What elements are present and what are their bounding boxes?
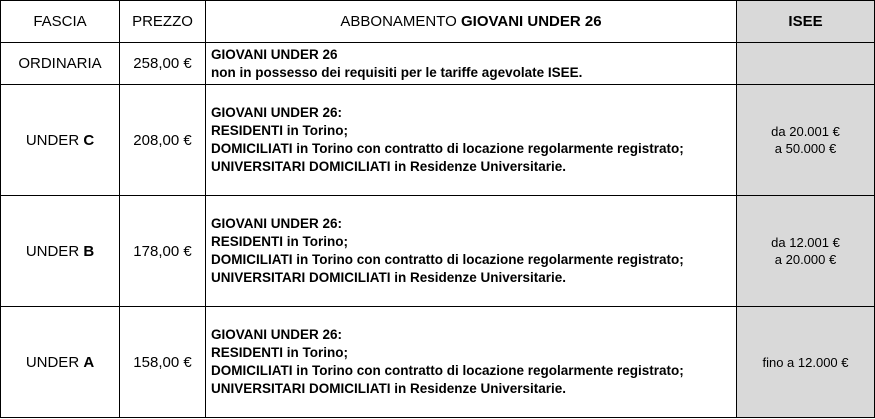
fascia-cell <box>1 307 120 418</box>
isee-range-to: a 50.000 € <box>774 141 837 156</box>
description-line: DOMICILIATI in Torino con contratto di locazione regolarmente registrato; <box>211 363 684 378</box>
description-line: UNIVERSITARI DOMICILIATI in Residenze Universitarie. <box>211 381 567 396</box>
isee-range-from: da 12.001 € <box>771 235 840 250</box>
fascia-letter: A <box>83 353 95 371</box>
table-row-under-c <box>1 85 875 196</box>
isee-cell <box>737 196 875 307</box>
fascia-letter: C <box>83 131 95 149</box>
fascia-letter: B <box>83 242 95 260</box>
table-row-ordinaria <box>1 43 875 85</box>
prezzo-cell: 178,00 € <box>120 196 206 307</box>
header-abbonamento-prefix: ABBONAMENTO <box>340 13 461 30</box>
isee-range-to: a 20.000 € <box>774 252 837 267</box>
description-cell <box>206 43 737 85</box>
description-line: GIOVANI UNDER 26: <box>211 327 343 342</box>
fascia-cell <box>1 43 120 85</box>
description-line: non in possesso dei requisiti per le tariffe agevolate ISEE. <box>211 64 583 80</box>
fascia-label: UNDER <box>25 242 84 260</box>
header-fascia: FASCIA <box>1 1 120 43</box>
description-line: DOMICILIATI in Torino con contratto di locazione regolarmente registrato; <box>211 252 684 267</box>
fascia-label: ORDINARIA <box>18 55 102 72</box>
isee-cell <box>737 43 875 85</box>
header-isee: ISEE <box>737 1 875 43</box>
isee-cell <box>737 85 875 196</box>
header-abbonamento <box>206 1 737 43</box>
description-line: GIOVANI UNDER 26: <box>211 105 343 120</box>
description-cell <box>206 307 737 418</box>
table-row-under-a <box>1 307 875 418</box>
description-line: UNIVERSITARI DOMICILIATI in Residenze Universitarie. <box>211 270 567 285</box>
description-line: GIOVANI UNDER 26: <box>211 216 343 231</box>
description-cell <box>206 85 737 196</box>
table-row-under-b <box>1 196 875 307</box>
description-line: GIOVANI UNDER 26 <box>211 46 338 62</box>
isee-range-from: fino a 12.000 € <box>762 354 849 370</box>
header-abbonamento-bold: GIOVANI UNDER 26 <box>461 13 602 30</box>
prezzo-cell: 208,00 € <box>120 85 206 196</box>
description-line: RESIDENTI in Torino; <box>211 234 348 249</box>
fascia-label: UNDER <box>25 353 84 371</box>
isee-cell <box>737 307 875 418</box>
description-line: RESIDENTI in Torino; <box>211 345 348 360</box>
description-cell <box>206 196 737 307</box>
description-line: RESIDENTI in Torino; <box>211 123 348 138</box>
description-line: UNIVERSITARI DOMICILIATI in Residenze Universitarie. <box>211 159 567 174</box>
fascia-cell <box>1 196 120 307</box>
header-row <box>1 1 875 43</box>
description-line: DOMICILIATI in Torino con contratto di locazione regolarmente registrato; <box>211 141 684 156</box>
fascia-cell <box>1 85 120 196</box>
isee-range-from: da 20.001 € <box>771 124 840 139</box>
prezzo-cell: 258,00 € <box>120 43 206 85</box>
fascia-label: UNDER <box>25 131 84 149</box>
header-prezzo: PREZZO <box>120 1 206 43</box>
prezzo-cell: 158,00 € <box>120 307 206 418</box>
